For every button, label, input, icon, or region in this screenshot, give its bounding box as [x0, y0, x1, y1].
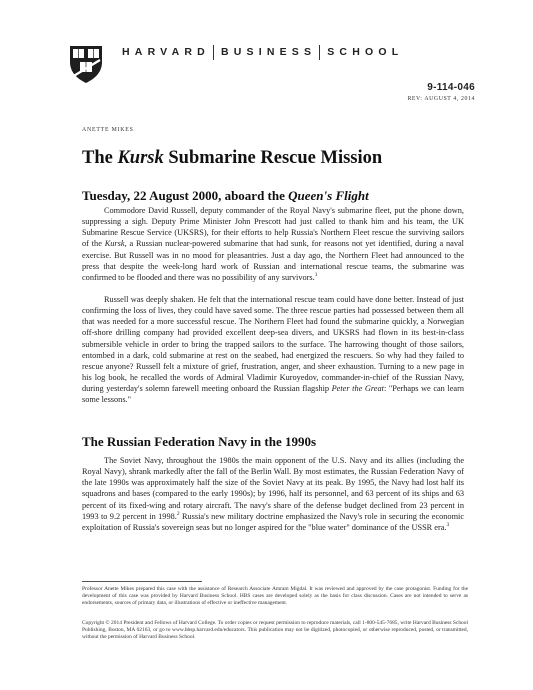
heading-italic-queens-flight: Queen's Flight [288, 188, 369, 203]
footnote-ref[interactable]: 2 [176, 511, 180, 518]
paragraph-text: , a Russian nuclear-powered submarine that had sunk, for reasons not yet identified, during a naval exercise. But Russell was in no mood for pleasantries. Just a day ago, the Northern Fleet had announced to the press that despite the week-long hard work of Russian and international rescue teams, the submarine was confirmed to be flooded and there was no possibility of any survivors. [82, 239, 464, 282]
title-text: The [82, 148, 118, 168]
section-heading-1 [82, 188, 369, 204]
footnote-preparation: Professor Anette Mikes prepared this case with the assistance of Research Associate Amram Migdal. It was reviewed and approved by the case protagonist. Funding for the development of this case was provided by Harvard Business School. HBS cases are developed solely as the basis for class discussion. Cases are not intended to serve as endorsements, sources of primary data, or illustrations of effective or ineffective management. [82, 586, 468, 607]
paragraph-text: Russia's new military doctrine emphasized the Navy's role in securing the economic exploitation of Russia's sovereign seas but no longer aspired for the "blue water" dominance of the USSR era. [82, 511, 465, 532]
paragraph-2 [82, 294, 464, 406]
paragraph-text: Commodore David Russell, deputy commander of the Royal Navy's submarine fleet, put the phone down, suppressing a sigh. Deputy Prime Minister John Prescott had just called to thank him and his team, the UK Submarine Rescue Service (UKSRS), for their efforts to help Russia's Northern Fleet rescue the surviving sailors of the [82, 206, 464, 249]
title-text-rest: Submarine Rescue Mission [163, 148, 383, 168]
revision-date: REV: AUGUST 4, 2014 [407, 96, 475, 102]
paragraph-text: Russell was deeply shaken. He felt that the international rescue team could have done better. Instead of just confirming the loss of lives, they could have saved some. The three rescue parties had possessed between them all that was needed for a more successful rescue. The Northern Fleet had found the submarine quickly, a Norwegian off-shore drilling company had provided excellent deep-sea divers, and UKSRS had flown in its best-in-class submersible vehicle in order to bring the trapped sailors to the surface. The harrowing thought of those sailors, entombed in a dark, cold submarine at rest on the seabed, had energized the rescuers. So why had they failed to rescue anyone? Russell felt a mixture of grief, frustration, anger, and sheer exhaustion. Turning to a new page in his log book, he recalled the words of Admiral Vladimir Kuroyedov, commander-in-chief of the Russian Navy, during yesterday's solemn farewell meeting onboard the Russian flagship [82, 295, 464, 394]
footnote-ref[interactable]: 3 [446, 522, 450, 529]
footnote-ref[interactable]: 1 [314, 272, 318, 279]
footnote-divider [82, 581, 202, 582]
masthead-business: BUSINESS [220, 46, 317, 58]
section-heading-2: The Russian Federation Navy in the 1990s [82, 434, 317, 449]
harvard-shield-icon [68, 44, 104, 84]
case-title [82, 148, 382, 169]
masthead [122, 44, 482, 60]
paragraph-italic: Peter the Great [331, 384, 384, 394]
author-name: ANETTE MIKES [82, 127, 134, 133]
masthead-harvard: HARVARD [122, 46, 210, 58]
paragraph-italic: Kursk [104, 239, 125, 249]
paragraph-text: : "Perhaps we can learn some lessons." [82, 384, 464, 405]
masthead-divider [319, 45, 320, 60]
paragraph-1 [82, 205, 464, 283]
paragraph-3 [82, 455, 464, 533]
footnote-copyright: Copyright © 2014 President and Fellows of Harvard College. To order copies or request permission to reproduce materials, call 1-800-545-7685, write Harvard Business School Publishing, Boston, MA 02163, or go to www.hbsp.harvard.edu/educators. This publication may not be digitized, photocopied, or otherwise reproduced, posted, or transmitted, without the permission of Harvard Business School. [82, 620, 468, 641]
paragraph-text: The Soviet Navy, throughout the 1980s the main opponent of the U.S. Navy and its allies (including the Royal Navy), shrank markedly after the fall of the Berlin Wall. By most estimates, the Russian Federation Navy of the late 1990s was approximately half the size of the Soviet Navy at its peak. By 1995, the Navy had lost half its squadrons and bases (compared to the early 1990s); by 1996, half its personnel, and 63 percent of its ships and 63 percent of its fixed-wing and rotary aircraft. The navy's share of the defense budget declined from 23 percent in 1993 to 9.2 percent in 1998. [82, 456, 464, 521]
case-number: 9-114-046 [427, 82, 475, 93]
masthead-school: SCHOOL [327, 46, 404, 58]
title-italic-kursk: Kursk [117, 148, 164, 168]
masthead-divider [213, 45, 214, 60]
heading-text: Tuesday, 22 August 2000, aboard the [82, 188, 289, 203]
